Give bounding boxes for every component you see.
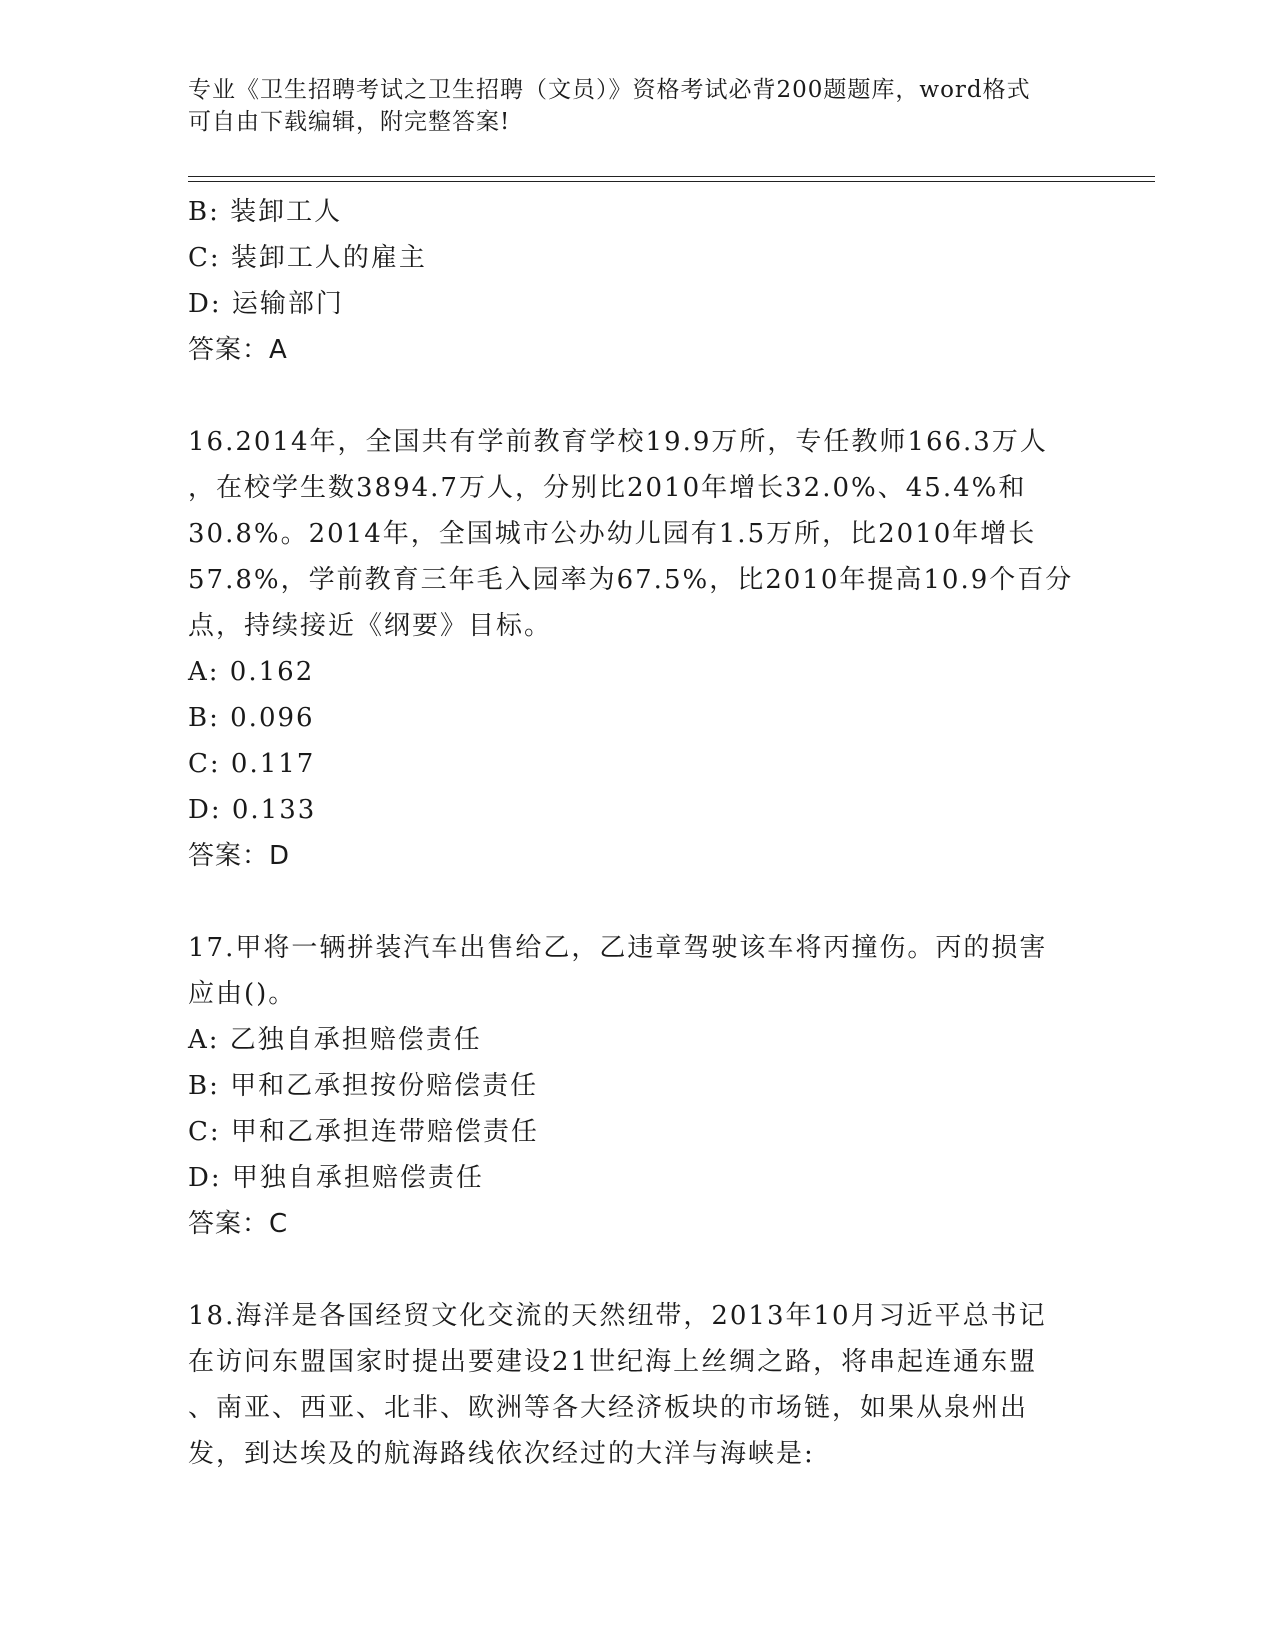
question-stem-line: 30.8%。2014年，全国城市公办幼儿园有1.5万所，比2010年增长 xyxy=(188,519,1037,549)
header-title-line-2: 可自由下载编辑，附完整答案! xyxy=(188,109,511,135)
question-stem-line: 应由()。 xyxy=(188,979,297,1009)
question-stem-line: 发，到达埃及的航海路线依次经过的大洋与海峡是: xyxy=(188,1439,815,1469)
option-a: A: 0.162 xyxy=(188,657,315,687)
question-stem-line: 16.2014年，全国共有学前教育学校19.9万所，专任教师166.3万人 xyxy=(188,427,1048,457)
question-16 xyxy=(188,419,1088,879)
question-stem-line: 在访问东盟国家时提出要建设21世纪海上丝绸之路，将串起连通东盟 xyxy=(188,1347,1038,1377)
option-d: D: 甲独自承担赔偿责任 xyxy=(188,1163,484,1193)
question-content xyxy=(188,189,1088,1477)
answer-label: 答案：C xyxy=(188,1209,289,1239)
question-stem-line: 57.8%，学前教育三年毛入园率为67.5%，比2010年提高10.9个百分 xyxy=(188,565,1074,595)
answer-label: 答案：D xyxy=(188,841,291,871)
option-b: B: 甲和乙承担按份赔偿责任 xyxy=(188,1071,539,1101)
answer-label: 答案：A xyxy=(188,335,288,365)
question-18 xyxy=(188,1293,1088,1477)
option-a: A: 乙独自承担赔偿责任 xyxy=(188,1025,482,1055)
header-title-line-1: 专业《卫生招聘考试之卫生招聘（文员）》资格考试必背200题题库，word格式 xyxy=(188,77,1031,103)
option-d: D: 运输部门 xyxy=(188,289,344,319)
header-divider-top xyxy=(188,176,1155,177)
question-stem-line: 、南亚、西亚、北非、欧洲等各大经济板块的市场链，如果从泉州出 xyxy=(188,1393,1029,1423)
option-b: B: 装卸工人 xyxy=(188,197,343,227)
question-stem-line: ，在校学生数3894.7万人，分别比2010年增长32.0%、45.4%和 xyxy=(188,473,1027,503)
question-15 xyxy=(188,189,1088,373)
option-d: D: 0.133 xyxy=(188,795,317,825)
question-stem-line: 18.海洋是各国经贸文化交流的天然纽带，2013年10月习近平总书记 xyxy=(188,1301,1047,1331)
option-b: B: 0.096 xyxy=(188,703,315,733)
question-stem-line: 17.甲将一辆拼装汽车出售给乙，乙违章驾驶该车将丙撞伤。丙的损害 xyxy=(188,933,1048,963)
option-c: C: 装卸工人的雇主 xyxy=(188,243,427,273)
option-c: C: 0.117 xyxy=(188,749,316,779)
question-stem-line: 点，持续接近《纲要》目标。 xyxy=(188,611,553,641)
document-header xyxy=(188,74,1068,138)
header-divider-bottom xyxy=(188,181,1155,182)
question-17 xyxy=(188,925,1088,1247)
option-c: C: 甲和乙承担连带赔偿责任 xyxy=(188,1117,539,1147)
